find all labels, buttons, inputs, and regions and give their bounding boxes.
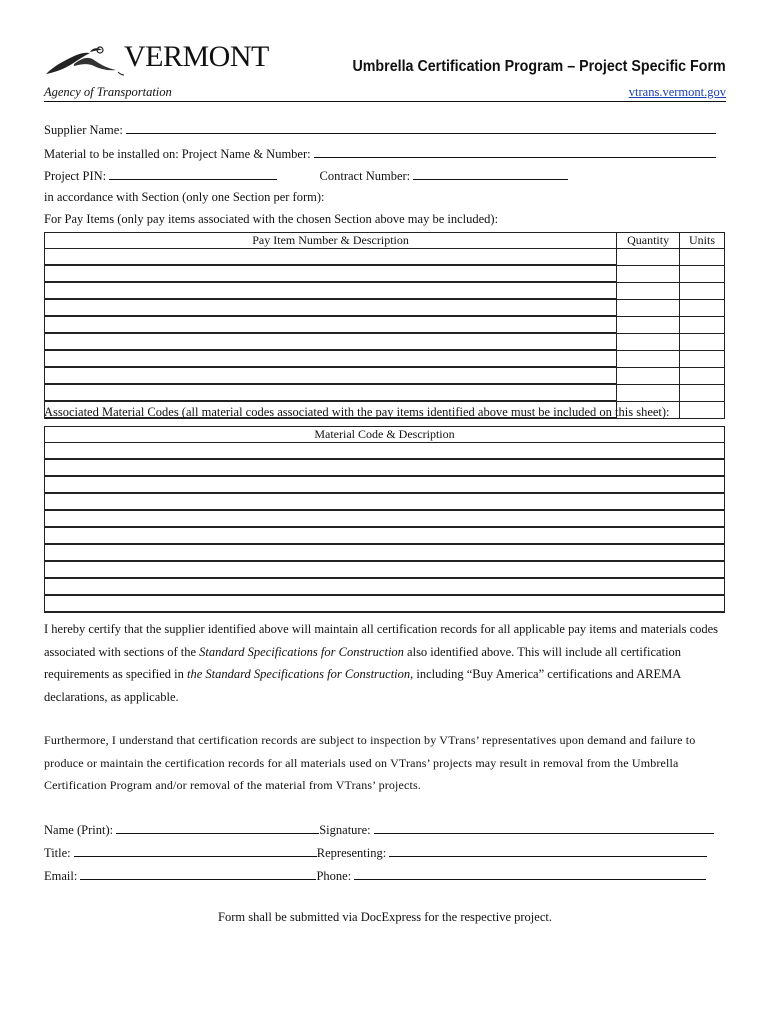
pay-item-cell[interactable] xyxy=(45,367,617,384)
material-code-cell[interactable] xyxy=(45,476,725,493)
material-code-cell[interactable] xyxy=(45,578,725,595)
email-phone-row xyxy=(44,868,728,884)
mountain-logo-icon xyxy=(44,44,134,80)
material-code-row xyxy=(45,493,725,510)
pay-item-cell[interactable] xyxy=(45,299,617,316)
website-link[interactable]: vtrans.vermont.gov xyxy=(628,85,726,99)
phone-field[interactable] xyxy=(354,868,706,880)
quantity-cell[interactable] xyxy=(617,384,680,401)
project-pin-label: Project PIN: xyxy=(44,169,107,183)
quantity-cell[interactable] xyxy=(617,282,680,299)
name-field[interactable] xyxy=(116,822,319,834)
units-cell[interactable] xyxy=(680,299,725,316)
pay-items-label: For Pay Items (only pay items associated with the chosen Section above may be included): xyxy=(44,212,499,226)
pay-item-cell[interactable] xyxy=(45,249,617,266)
signature-field[interactable] xyxy=(374,822,714,834)
material-code-header: Material Code & Description xyxy=(45,427,725,443)
pay-item-row xyxy=(45,249,725,266)
name-signature-row xyxy=(44,822,728,838)
pay-item-cell[interactable] xyxy=(45,384,617,401)
pay-items-table xyxy=(44,232,725,419)
units-cell[interactable] xyxy=(680,282,725,299)
title-label: Title: xyxy=(44,846,71,860)
units-cell[interactable] xyxy=(680,384,725,401)
pay-item-cell[interactable] xyxy=(45,282,617,299)
header-divider xyxy=(44,101,726,102)
material-code-cell[interactable] xyxy=(45,493,725,510)
material-codes-table xyxy=(44,426,725,613)
representing-label: Representing: xyxy=(316,846,387,860)
pay-item-cell[interactable] xyxy=(45,316,617,333)
cert-spec-ref-1: Standard Specifications for Construction xyxy=(199,644,404,659)
project-name-label: Material to be installed on: Project Name & Number: xyxy=(44,147,311,161)
material-code-cell[interactable] xyxy=(45,527,725,544)
phone-label: Phone: xyxy=(316,869,352,883)
cert-spec-ref-2: the Standard Specifications for Construction xyxy=(187,667,411,681)
quantity-cell[interactable] xyxy=(617,316,680,333)
units-cell[interactable] xyxy=(680,316,725,333)
inspection-paragraph: Furthermore, I understand that certification records are subject to inspection by VTrans’ representatives upon demand and failure to produce or maintain the certification records for all materials used on VTrans’ projects may result in removal from the Umbrella Certification Program and/or removal of the material from VTrans’ projects. xyxy=(44,733,696,792)
agency-name: Agency of Transportation xyxy=(44,85,172,99)
pay-item-cell[interactable] xyxy=(45,333,617,350)
quantity-cell[interactable] xyxy=(617,299,680,316)
pay-item-cell[interactable] xyxy=(45,350,617,367)
quantity-cell[interactable] xyxy=(617,350,680,367)
material-code-cell[interactable] xyxy=(45,459,725,476)
material-code-cell[interactable] xyxy=(45,544,725,561)
title-field[interactable] xyxy=(74,845,317,857)
units-cell[interactable] xyxy=(680,333,725,350)
material-code-cell[interactable] xyxy=(45,443,725,460)
form-title: Umbrella Certification Program – Project Specific Form xyxy=(352,58,726,75)
project-name-field[interactable] xyxy=(314,146,716,158)
quantity-cell[interactable] xyxy=(617,249,680,266)
material-code-row xyxy=(45,578,725,595)
material-code-row xyxy=(45,510,725,527)
units-cell[interactable] xyxy=(680,350,725,367)
cert-text-2: also identified above. This will include all certification requirements as specified in xyxy=(44,644,682,681)
material-codes-label: Associated Material Codes (all material codes associated with the pay items identified above must be included on this sheet): xyxy=(44,405,670,419)
project-name-row xyxy=(44,146,716,162)
pay-item-row xyxy=(45,316,725,333)
material-code-row xyxy=(45,476,725,493)
quantity-header: Quantity xyxy=(617,233,680,249)
pay-item-row xyxy=(45,367,725,384)
pay-item-row xyxy=(45,282,725,299)
project-pin-field[interactable] xyxy=(109,168,277,180)
material-code-row xyxy=(45,544,725,561)
pay-item-row xyxy=(45,350,725,367)
material-code-row xyxy=(45,561,725,578)
submission-note: Form shall be submitted via DocExpress for the respective project. xyxy=(218,910,552,924)
units-cell[interactable] xyxy=(680,401,725,418)
cert-text-1: I hereby certify that the supplier identified above will maintain all certification records for all applicable pay items and materials codes associated with sections of the xyxy=(44,622,719,659)
cert-text-3: , including “Buy America” certifications and AREMA declarations, as applicable. xyxy=(44,667,681,704)
contract-number-field[interactable] xyxy=(413,168,568,180)
quantity-cell[interactable] xyxy=(617,265,680,282)
pay-item-row xyxy=(45,265,725,282)
quantity-cell[interactable] xyxy=(617,333,680,350)
name-label: Name (Print): xyxy=(44,823,114,837)
logo-wordmark: VERMONT xyxy=(124,40,269,73)
quantity-cell[interactable] xyxy=(617,367,680,384)
pay-item-cell[interactable] xyxy=(45,265,617,282)
material-code-row xyxy=(45,595,725,612)
email-field[interactable] xyxy=(80,868,316,880)
pay-item-header: Pay Item Number & Description xyxy=(45,233,617,249)
pay-item-row xyxy=(45,333,725,350)
material-code-cell[interactable] xyxy=(45,510,725,527)
material-code-row xyxy=(45,443,725,460)
section-label: in accordance with Section (only one Section per form): xyxy=(44,190,325,204)
units-cell[interactable] xyxy=(680,265,725,282)
material-code-row xyxy=(45,527,725,544)
certification-paragraph xyxy=(44,618,728,708)
material-code-cell[interactable] xyxy=(45,595,725,612)
pay-item-row xyxy=(45,299,725,316)
email-label: Email: xyxy=(44,869,78,883)
signature-label: Signature: xyxy=(319,823,371,837)
material-code-cell[interactable] xyxy=(45,561,725,578)
pay-item-row xyxy=(45,384,725,401)
material-code-row xyxy=(45,459,725,476)
units-header: Units xyxy=(680,233,725,249)
title-representing-row xyxy=(44,845,728,861)
supplier-name-row xyxy=(44,122,716,138)
units-cell[interactable] xyxy=(680,249,725,266)
representing-field[interactable] xyxy=(389,845,707,857)
units-cell[interactable] xyxy=(680,367,725,384)
supplier-name-label: Supplier Name: xyxy=(44,123,123,137)
project-pin-row xyxy=(44,168,568,184)
contract-number-label: Contract Number: xyxy=(319,169,411,183)
supplier-name-field[interactable] xyxy=(126,122,716,134)
